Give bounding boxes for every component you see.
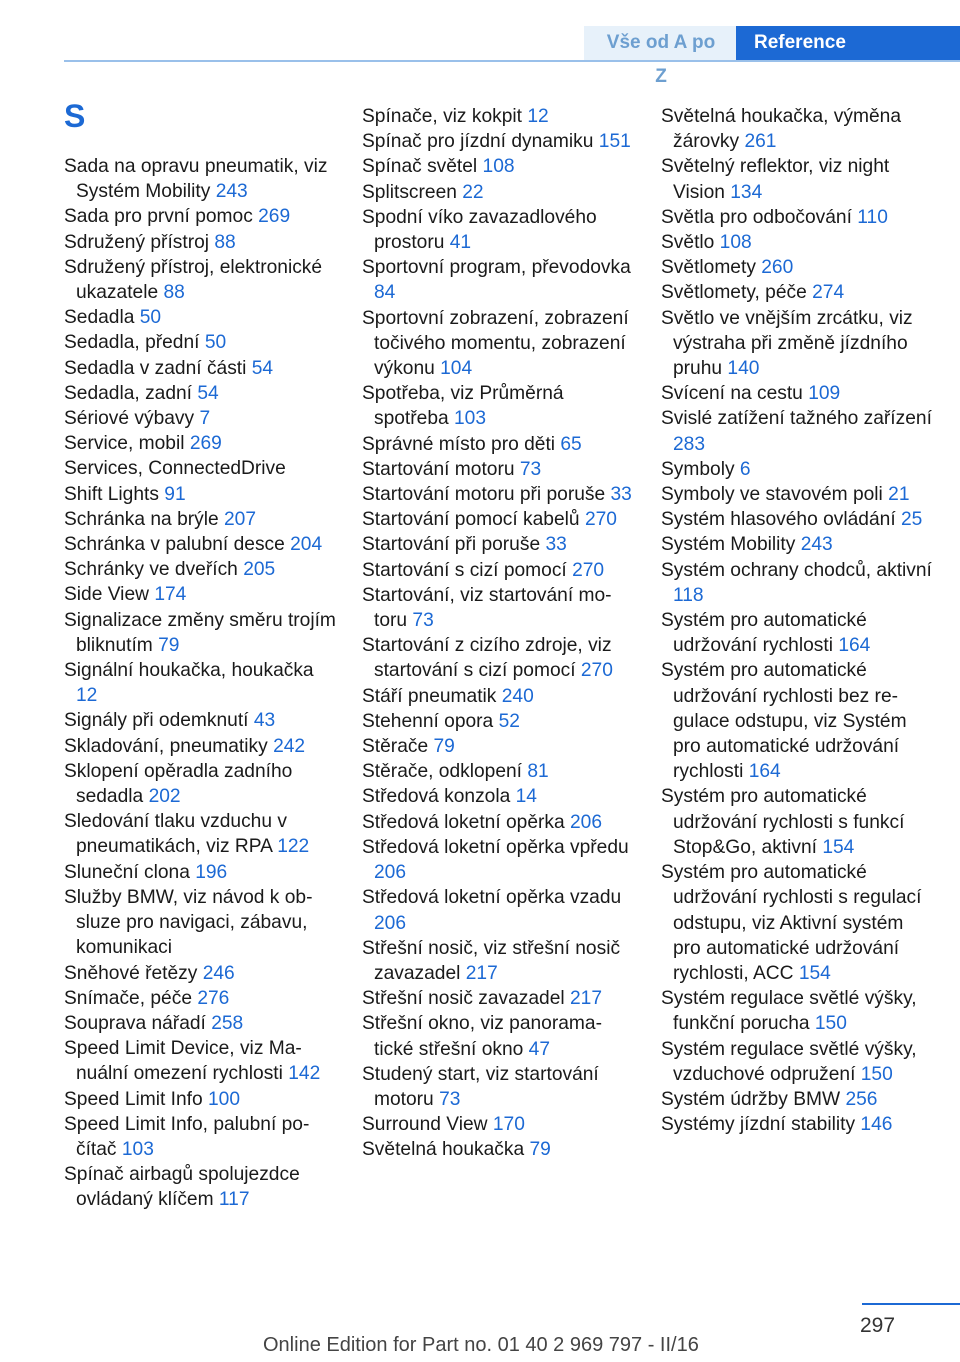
index-entry: [64, 431, 336, 456]
index-page-link[interactable]: 84: [374, 282, 396, 304]
index-entry: [362, 432, 634, 457]
index-entry: [661, 280, 933, 305]
index-column-3: [661, 104, 933, 1137]
index-page-link[interactable]: 79: [158, 634, 180, 656]
index-page-link[interactable]: 283: [673, 433, 706, 455]
index-entry-term: Systém pro automatické udržování rychlosti s funkcí Stop&Go, aktivní: [661, 786, 905, 858]
index-entry-term: Spínač airbagů spolujezdce ovládaný klíčem: [64, 1164, 300, 1211]
index-entry: [64, 456, 336, 481]
index-entry-term: Skladování, pneumatiky: [64, 735, 268, 757]
index-page-link[interactable]: 154: [798, 962, 831, 984]
index-entry: [64, 406, 336, 431]
index-entry: [362, 759, 634, 784]
index-entry: [362, 507, 634, 532]
index-entry-term: Services, ConnectedDrive: [64, 458, 286, 480]
index-page-link[interactable]: 204: [290, 534, 323, 556]
index-entry-term: Sluneční clona: [64, 861, 190, 883]
index-entry: [64, 1112, 336, 1162]
index-page-link[interactable]: 274: [812, 282, 845, 304]
index-entry-term: Správné místo pro děti: [362, 433, 556, 455]
index-entry: [64, 961, 336, 986]
index-page-link[interactable]: 54: [251, 357, 274, 379]
index-page-link[interactable]: 12: [527, 106, 549, 127]
index-entry-term: Systém pro automatické udržování rychlosti s regulací odstupu, viz Aktivní systém pro automatické udržování rychlosti, ACC: [661, 862, 922, 984]
index-entry-term: Systém pro automatické udržování rychlosti: [661, 610, 867, 657]
index-entry-term: Světlomety: [661, 257, 756, 279]
index-page-link[interactable]: 270: [584, 509, 617, 531]
index-entry: [661, 104, 933, 154]
index-page-link[interactable]: 217: [465, 962, 498, 984]
index-entry-term: Sportovní zobrazení, zobrazení točivého momentu, zobrazení výkonu: [362, 307, 629, 380]
index-entry-term: Sdružený přístroj, elektronické ukazatele: [64, 256, 323, 304]
index-entry: [64, 1011, 336, 1036]
index-entry-term: Světla pro odbočování: [661, 206, 852, 228]
index-entry-term: Systém pro automatické udržování rychlosti bez regulace odstupu, viz Systém pro automatické udržování rychlosti: [661, 660, 907, 783]
index-entry-term: Startování z cizího zdroje, viz startování s cizí pomocí: [362, 635, 612, 682]
index-entry: [661, 658, 933, 784]
index-entry: [362, 1112, 634, 1137]
index-entry: [64, 658, 336, 708]
index-entry-term: Sada na opravu pneumatik, viz Systém Mobility: [64, 156, 328, 203]
index-entry-term: Sériové výbavy: [64, 408, 195, 430]
index-page-link[interactable]: 202: [148, 786, 181, 808]
index-entry-term: Středová loketní opěrka vzadu: [362, 887, 622, 909]
index-entry: [661, 532, 933, 557]
index-page-link[interactable]: 81: [527, 761, 549, 783]
index-page-link[interactable]: 246: [202, 962, 235, 984]
index-entry: [64, 532, 336, 557]
index-entry: [661, 558, 933, 608]
index-entry-term: Světelná houkačka, výměna žárovky: [661, 106, 901, 153]
index-entry-term: Speed Limit Info, palubní počítač: [64, 1113, 310, 1160]
index-page-link[interactable]: 91: [164, 483, 186, 505]
index-entry: [64, 1162, 336, 1212]
index-entry: [362, 835, 634, 885]
index-entry-term: Shift Lights: [64, 483, 159, 505]
index-page-link[interactable]: 6: [739, 458, 751, 480]
index-entry-term: Systém údržby BMW: [661, 1088, 841, 1110]
index-entry: [362, 558, 634, 583]
index-page-link[interactable]: 140: [727, 358, 760, 380]
index-entry-term: Sedadla, přední: [64, 332, 200, 354]
index-entry-term: Světlo ve vnějším zrcátku, viz výstraha při změně jízdního pruhu: [661, 307, 913, 380]
index-entry: [661, 230, 933, 255]
index-page-link[interactable]: 122: [277, 836, 310, 858]
index-page-link[interactable]: 260: [761, 257, 794, 279]
index-entry-term: Surround View: [362, 1114, 488, 1136]
index-page-link[interactable]: 65: [560, 433, 582, 455]
index-entry-term: Schránka v palubní desce: [64, 534, 285, 556]
index-entry: [661, 406, 933, 456]
index-entry: [362, 1062, 634, 1112]
index-page-link[interactable]: 206: [374, 912, 407, 934]
index-entry-term: Symboly: [661, 458, 735, 480]
index-entry: [661, 1087, 933, 1112]
index-entry: [362, 885, 634, 935]
index-entry-term: Střešní nosič zavazadel: [362, 988, 565, 1010]
index-entry: [64, 356, 336, 381]
index-column-2: [362, 104, 634, 1163]
index-entry-term: Sněhové řetězy: [64, 962, 198, 984]
index-entry-term: Service, mobil: [64, 433, 185, 455]
index-entry: [362, 709, 634, 734]
index-entry: [64, 608, 336, 658]
index-entry: [64, 507, 336, 532]
index-entry: [661, 608, 933, 658]
index-entry-term: Speed Limit Device, viz Manuální omezení rychlosti: [64, 1038, 302, 1085]
index-entry: [661, 507, 933, 532]
index-entry: [64, 1036, 336, 1086]
index-entry: [661, 457, 933, 482]
header-rule: [64, 60, 960, 62]
index-page-link[interactable]: 258: [211, 1012, 244, 1034]
index-entry-term: Světelný reflektor, viz night Vision: [661, 156, 890, 203]
index-entry-term: Snímače, péče: [64, 987, 192, 1009]
index-page-link[interactable]: 243: [215, 181, 248, 203]
index-page-link[interactable]: 134: [730, 181, 763, 203]
index-page-link[interactable]: 150: [814, 1013, 847, 1035]
index-entry: [64, 1087, 336, 1112]
index-page-link[interactable]: 88: [163, 282, 185, 304]
index-entry: [362, 784, 634, 809]
index-page-link[interactable]: 146: [860, 1114, 893, 1136]
index-page-link[interactable]: 174: [154, 584, 187, 606]
index-page-link[interactable]: 12: [76, 685, 98, 707]
index-entry: [64, 204, 336, 229]
index-entry: [362, 381, 634, 431]
index-page-link[interactable]: 22: [462, 181, 484, 203]
index-entry-term: Symboly ve stavovém poli: [661, 484, 883, 506]
index-entry: [64, 885, 336, 961]
index-page-link[interactable]: 154: [822, 836, 855, 858]
index-entry-term: Světlo: [661, 232, 715, 254]
index-entry: [661, 381, 933, 406]
index-entry-term: Stěrače: [362, 736, 429, 758]
index-page-link[interactable]: 207: [224, 508, 257, 530]
index-entry-term: Startování s cizí pomocí: [362, 559, 567, 581]
index-entry-term: Sedadla: [64, 307, 135, 329]
index-entry-term: Systém Mobility: [661, 534, 796, 556]
index-entry: [362, 1011, 634, 1061]
index-page-link[interactable]: 73: [439, 1088, 461, 1110]
index-entry: [64, 305, 336, 330]
index-page-link[interactable]: 41: [449, 232, 472, 254]
index-entry-term: Sedadla, zadní: [64, 382, 193, 404]
index-entry-term: Střešní nosič, viz střešní nosič zavazadel: [362, 937, 621, 984]
index-page-link[interactable]: 73: [519, 458, 542, 480]
index-page-link[interactable]: 104: [440, 358, 473, 380]
index-page-link[interactable]: 269: [258, 206, 291, 228]
index-entry: [64, 381, 336, 406]
index-entry-term: Spínač světel: [362, 156, 478, 178]
index-entry: [661, 255, 933, 280]
index-entry-term: Systém hlasového ovládání: [661, 509, 896, 531]
index-entry: [661, 306, 933, 382]
index-entry: [64, 154, 336, 204]
index-page-link[interactable]: 43: [253, 710, 276, 732]
index-entry-term: Schránka na brýle: [64, 508, 219, 530]
index-entry: [362, 532, 634, 557]
index-entry-term: Spínač pro jízdní dynamiku: [362, 131, 594, 153]
index-page-link[interactable]: 109: [808, 383, 841, 405]
index-page-link[interactable]: 73: [412, 610, 434, 632]
index-page-link[interactable]: 79: [433, 736, 455, 758]
index-entry-term: Sada pro první pomoc: [64, 206, 253, 228]
index-entry: [64, 482, 336, 507]
index-page-link[interactable]: 242: [273, 735, 306, 757]
index-page-link[interactable]: 103: [454, 408, 487, 430]
index-entry: [661, 784, 933, 860]
index-page-link[interactable]: 52: [498, 710, 520, 732]
index-entry: [362, 583, 634, 633]
index-page-link[interactable]: 118: [673, 584, 704, 606]
index-entry-term: Startování při poruše: [362, 534, 541, 556]
index-entry-term: Středová loketní opěrka vpředu: [362, 836, 629, 858]
edition-note: Online Edition for Part no. 01 40 2 969 797 - II/16: [263, 1334, 699, 1356]
index-page-link[interactable]: 25: [901, 509, 923, 531]
index-entry-term: Schránky ve dveřích: [64, 559, 238, 581]
index-entry-term: Systém regulace světlé výšky, funkční porucha: [661, 988, 917, 1035]
index-page-link[interactable]: 47: [528, 1038, 550, 1060]
index-page-link[interactable]: 88: [214, 231, 236, 253]
index-page-link[interactable]: 33: [610, 484, 632, 506]
index-page-link[interactable]: 205: [243, 559, 276, 581]
index-entry: [64, 809, 336, 859]
index-entry: [64, 582, 336, 607]
index-entry: [661, 860, 933, 986]
index-entry-term: Systém regulace světlé výšky, vzduchové odpružení: [661, 1038, 917, 1085]
index-entry: [362, 1137, 634, 1162]
index-entry-term: Side View: [64, 584, 149, 606]
index-entry-term: Signály při odemknutí: [64, 710, 249, 732]
index-page-link[interactable]: 50: [139, 307, 162, 329]
index-entry: [362, 129, 634, 154]
index-entry: [362, 457, 634, 482]
index-entry: [661, 205, 933, 230]
index-page-link[interactable]: 256: [845, 1088, 878, 1110]
index-entry: [362, 205, 634, 255]
index-entry-term: Světlomety, péče: [661, 282, 807, 304]
index-page-link[interactable]: 270: [572, 559, 605, 581]
index-column-1: [64, 154, 336, 1213]
index-page-link[interactable]: 261: [744, 131, 777, 153]
index-entry: [362, 986, 634, 1011]
index-entry-term: Stehenní opora: [362, 710, 494, 732]
index-entry: [64, 734, 336, 759]
index-entry-term: Sportovní program, převodovka: [362, 257, 631, 279]
index-page-link[interactable]: 196: [195, 861, 228, 883]
index-page-link[interactable]: 21: [888, 484, 910, 506]
index-entry-term: Spínače, viz kokpit: [362, 106, 522, 127]
index-page-link[interactable]: 142: [288, 1063, 321, 1085]
index-entry: [64, 986, 336, 1011]
index-entry: [64, 330, 336, 355]
section-letter: S: [64, 98, 86, 134]
index-entry-term: Sklopení opěradla zadního sedadla: [64, 760, 293, 808]
index-page-link[interactable]: 240: [501, 685, 534, 707]
index-page-link[interactable]: 151: [598, 131, 631, 153]
index-page-link[interactable]: 206: [570, 811, 603, 833]
index-entry-term: Stáří pneumatik: [362, 685, 497, 707]
index-entry-term: Sedadla v zadní části: [64, 357, 247, 379]
index-entry-term: Splitscreen: [362, 181, 457, 203]
index-entry-term: Sdružený přístroj: [64, 231, 210, 253]
index-entry: [661, 986, 933, 1036]
index-entry: [661, 1037, 933, 1087]
index-entry: [64, 255, 336, 305]
index-entry-term: Systémy jízdní stability: [661, 1114, 856, 1136]
index-entry-term: Signální houkačka, houkačka: [64, 660, 314, 682]
index-page-link[interactable]: 54: [197, 382, 219, 404]
index-entry: [661, 482, 933, 507]
page-number: 297: [860, 1314, 896, 1337]
index-entry-term: Startování, viz startování motoru: [362, 584, 612, 632]
index-entry-term: Sledování tlaku vzduchu v pneumatikách, viz RPA: [64, 811, 287, 858]
index-entry: [64, 557, 336, 582]
index-page-link[interactable]: 117: [218, 1189, 250, 1211]
index-entry: [362, 180, 634, 205]
index-entry-term: Studený start, viz startování motoru: [362, 1063, 599, 1110]
index-entry-term: Startování pomocí kabelů: [362, 509, 580, 531]
index-entry-term: Systém ochrany chodců, aktivní: [661, 559, 932, 581]
index-page-link[interactable]: 110: [857, 206, 888, 228]
index-page-link[interactable]: 217: [569, 988, 602, 1010]
index-entry: [362, 684, 634, 709]
index-entry: [64, 230, 336, 255]
index-entry-term: Svislé zatížení tažného zařízení: [661, 408, 932, 430]
index-entry: [362, 482, 634, 507]
header-tabs: [584, 26, 960, 87]
index-page-link[interactable]: 164: [838, 635, 871, 657]
index-page-link[interactable]: 33: [545, 534, 567, 556]
index-page-link[interactable]: 79: [529, 1139, 551, 1161]
index-entry-term: Speed Limit Info: [64, 1088, 203, 1110]
index-entry-term: Stěrače, odklopení: [362, 761, 523, 783]
index-entry: [362, 154, 634, 179]
index-entry: [64, 708, 336, 733]
index-entry-term: Služby BMW, viz návod k obsluze pro navigaci, zábavu, komunikaci: [64, 886, 313, 959]
index-page-link[interactable]: 103: [121, 1138, 154, 1160]
tab-section[interactable]: Vše od A po Z: [584, 26, 736, 60]
tab-chapter[interactable]: Reference: [736, 26, 960, 60]
index-entry: [362, 306, 634, 382]
index-entry: [362, 255, 634, 305]
index-page-link[interactable]: 50: [204, 332, 227, 354]
index-entry: [64, 759, 336, 809]
index-page-link[interactable]: 100: [208, 1088, 241, 1110]
index-entry-term: Signalizace změny směru trojím bliknutím: [64, 609, 336, 656]
index-entry: [362, 104, 634, 129]
index-page-link[interactable]: 270: [580, 660, 613, 682]
footer-rule: [862, 1303, 960, 1305]
index-entry: [362, 633, 634, 683]
index-page-link[interactable]: 7: [199, 408, 211, 430]
index-page-link[interactable]: 243: [800, 534, 833, 556]
index-entry: [362, 936, 634, 986]
index-page-link[interactable]: 150: [860, 1063, 893, 1085]
index-entry-term: Střešní okno, viz panoramatické střešní okno: [362, 1013, 602, 1060]
index-entry-term: Svícení na cestu: [661, 383, 803, 405]
index-entry: [64, 860, 336, 885]
index-entry-term: Spodní víko zavazadlového prostoru: [362, 206, 597, 254]
index-page-link[interactable]: 108: [482, 156, 515, 178]
index-page-link[interactable]: 276: [197, 987, 230, 1009]
index-page-link[interactable]: 170: [492, 1114, 525, 1136]
index-entry: [362, 734, 634, 759]
index-page-link[interactable]: 108: [719, 232, 752, 254]
index-page-link[interactable]: 14: [515, 786, 537, 808]
index-page-link[interactable]: 164: [748, 761, 781, 783]
index-entry: [661, 154, 933, 204]
index-entry-term: Středová loketní opěrka: [362, 811, 565, 833]
index-entry: [661, 1112, 933, 1137]
index-page-link[interactable]: 269: [189, 433, 222, 455]
index-entry-term: Světelná houkačka: [362, 1139, 525, 1161]
index-entry-term: Středová konzola: [362, 786, 511, 808]
index-entry-term: Startování motoru: [362, 458, 515, 480]
index-entry-term: Souprava nářadí: [64, 1012, 206, 1034]
index-entry-term: Spotřeba, viz Průměrná spotřeba: [362, 383, 564, 430]
index-entry: [362, 810, 634, 835]
index-page-link[interactable]: 206: [374, 862, 407, 884]
index-entry-term: Startování motoru při poruše: [362, 484, 606, 506]
